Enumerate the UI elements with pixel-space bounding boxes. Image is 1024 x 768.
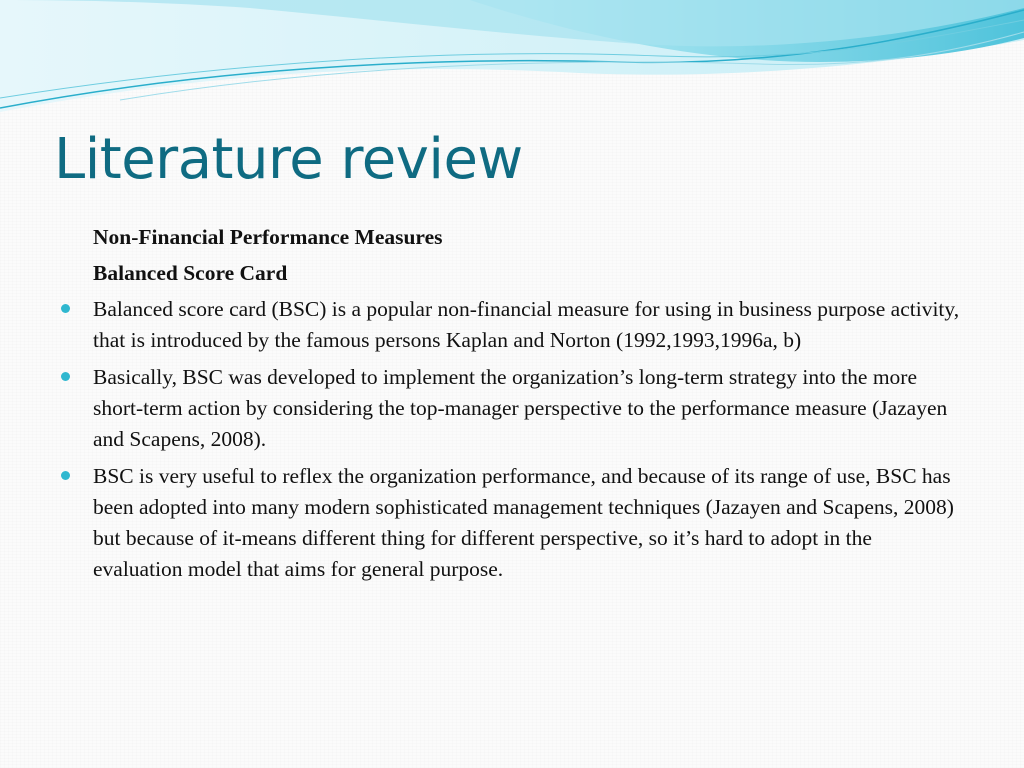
heading-balanced-score-card: Balanced Score Card xyxy=(93,261,288,285)
header-wave-decoration xyxy=(0,0,1024,120)
heading-non-financial: Non-Financial Performance Measures xyxy=(93,225,443,249)
slide-body xyxy=(60,222,960,591)
bullet-dot-icon xyxy=(61,304,70,313)
bullet-item xyxy=(60,461,960,585)
bullet-dot-icon xyxy=(61,471,70,480)
bullet-item xyxy=(60,294,960,356)
bullet-text: Balanced score card (BSC) is a popular non-financial measure for using in business purpose activity, that is introduced by the famous persons Kaplan and Norton (1992,1993,1996a, b) xyxy=(93,297,960,352)
bullet-item xyxy=(60,362,960,455)
slide-title: Literature review xyxy=(54,127,523,192)
bullet-list xyxy=(60,294,960,585)
bullet-text: BSC is very useful to reflex the organization performance, and because of its range of use, BSC has been adopted into many modern sophisticated management techniques (Jazayen and Scapens, 2008) but because of it-means different thing for different perspective, so it’s hard to adopt in the evaluation model that aims for general purpose. xyxy=(93,464,954,581)
bullet-text: Basically, BSC was developed to implement the organization’s long-term strategy into the more short-term action by considering the top-manager perspective to the performance measure (Jazayen and Scapens, 2008). xyxy=(93,365,948,451)
bullet-dot-icon xyxy=(61,372,70,381)
